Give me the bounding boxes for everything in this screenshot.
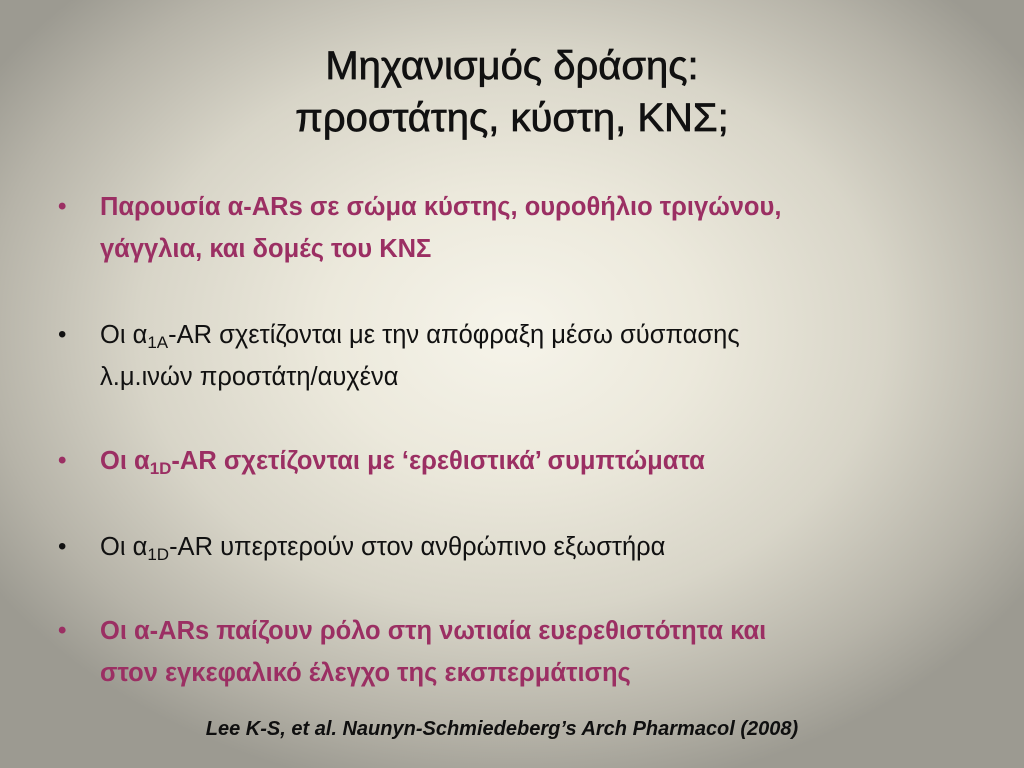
slide-title-line-1: Μηχανισμός δράσης: [325, 44, 699, 88]
bullet-rest: -AR σχετίζονται με ‘ερεθιστικά’ συμπτώματα [171, 447, 705, 475]
bullet-rest: -AR σχετίζονται με την απόφραξη μέσω σύσπασης [168, 321, 740, 349]
bullet-dot: • [58, 321, 67, 348]
bullet-text [100, 440, 970, 482]
bullet-dot: • [58, 533, 67, 560]
bullet-dot: • [58, 193, 67, 220]
bullet-line: λ.μ.ινών προστάτη/αυχένα [100, 363, 399, 391]
bullet-line: Οι α-ARs παίζουν ρόλο στη νωτιαία ευερεθιστότητα και [100, 617, 767, 645]
bullet-text [100, 610, 970, 694]
citation: Lee K-S, et al. Naunyn-Schmiedeberg’s Arch Pharmacol (2008) [205, 718, 799, 740]
bullet-dot: • [58, 447, 67, 474]
bullet-text [100, 186, 970, 270]
bullet-line [100, 440, 970, 482]
bullet-text [100, 314, 970, 398]
subscript: 1A [147, 333, 169, 352]
bullet-prefix: Οι α [100, 321, 148, 349]
bullet-dot: • [58, 617, 67, 644]
slide-title-line-2: προστάτης, κύστη, ΚΝΣ; [295, 96, 729, 140]
subscript: 1D [149, 459, 172, 478]
bullet-text [100, 526, 970, 568]
bullet-rest: -AR υπερτερούν στον ανθρώπινο εξωστήρα [169, 533, 666, 561]
bullet-line [100, 314, 970, 356]
bullet-prefix: Οι α [100, 533, 148, 561]
bullet-line: γάγγλια, και δομές του ΚΝΣ [100, 235, 432, 263]
bullet-line: Παρουσία α-ARs σε σώμα κύστης, ουροθήλιο τριγώνου, [100, 193, 782, 221]
bullet-line: στον εγκεφαλικό έλεγχο της εκσπερμάτισης [100, 659, 631, 687]
subscript: 1D [147, 545, 170, 564]
slide-title [0, 40, 1024, 144]
bullet-line [100, 526, 970, 568]
bullet-prefix: Οι α [100, 447, 150, 475]
